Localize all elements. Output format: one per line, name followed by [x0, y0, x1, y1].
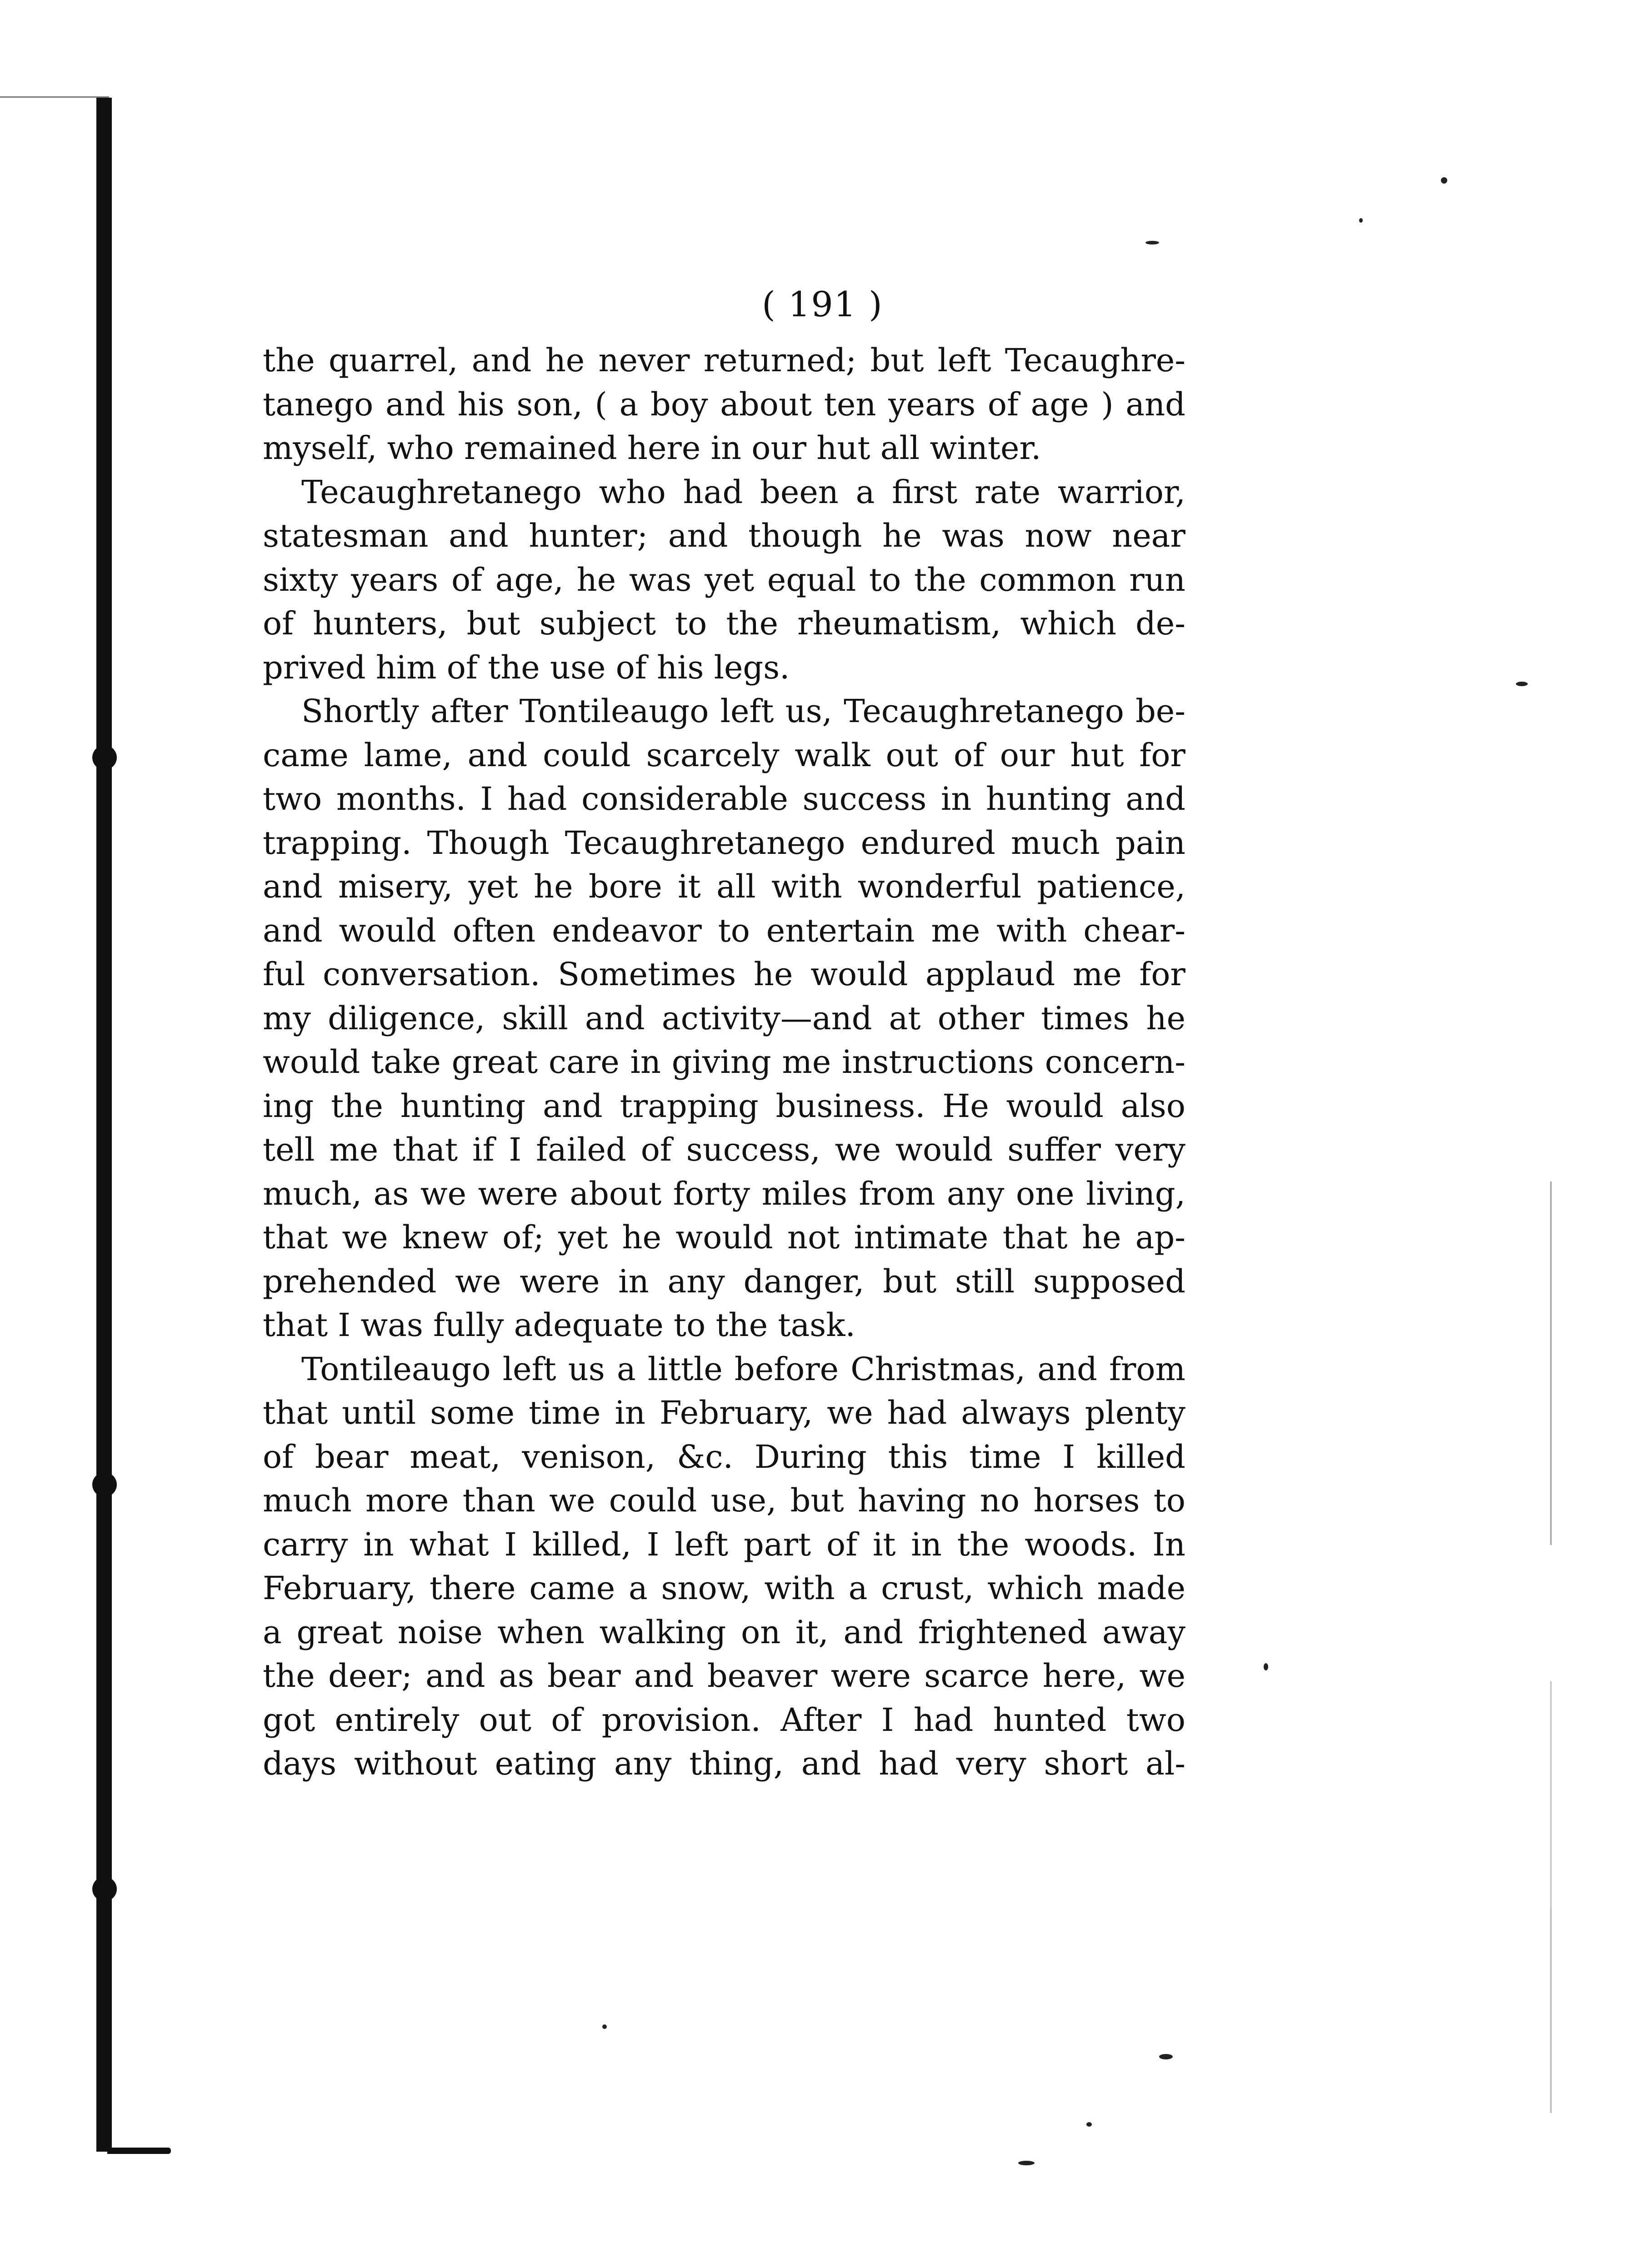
binding-knot [92, 745, 117, 770]
text-line: tanego and his son, ( a boy about ten years of age ) and [263, 385, 1185, 423]
text-line: and would often endeavor to entertain me with chear- [263, 912, 1185, 949]
scan-speck [1264, 1663, 1268, 1670]
text-line: Tontileaugo left us a little before Christmas, and from [301, 1350, 1185, 1388]
binding-edge [96, 98, 112, 2152]
text-line: the deer; and as bear and beaver were scarce here, we [263, 1657, 1185, 1695]
text-line: February, there came a snow, with a crust, which made [263, 1570, 1185, 1607]
text-line: Tecaughretanego who had been a first rate warrior, [301, 473, 1185, 511]
text-line: would take great care in giving me instructions concern- [263, 1043, 1185, 1081]
text-line: much, as we were about forty miles from any one living, [263, 1175, 1185, 1212]
text-line: of bear meat, venison, &c. During this time I killed [263, 1438, 1185, 1475]
scan-speck [1086, 2122, 1092, 2127]
binding-knot [92, 1472, 117, 1497]
scan-speck [1441, 177, 1447, 184]
text-line: a great noise when walking on it, and frightened away [263, 1613, 1185, 1651]
text-line: the quarrel, and he never returned; but left Tecaughre- [263, 342, 1185, 379]
text-line: of hunters, but subject to the rheumatism, which de- [263, 605, 1185, 642]
text-line: and misery, yet he bore it all with wonderful patience, [263, 868, 1185, 905]
text-line: prehended we were in any danger, but still supposed [263, 1262, 1185, 1300]
text-line: that until some time in February, we had always plenty [263, 1394, 1185, 1431]
scan-speck [1159, 2054, 1173, 2059]
text-line: ing the hunting and trapping business. He would also [263, 1087, 1185, 1125]
text-line: Shortly after Tontileaugo left us, Tecaughretanego be- [301, 693, 1185, 730]
text-line: two months. I had considerable success in hunting and [263, 780, 1185, 817]
text-line: came lame, and could scarcely walk out of our hut for [263, 736, 1185, 774]
scan-artifact [1550, 1681, 1552, 1909]
scan-speck [1145, 241, 1159, 244]
page-number: ( 191 ) [762, 284, 883, 324]
text-line: got entirely out of provision. After I had hunted two [263, 1701, 1185, 1739]
text-line: prived him of the use of his legs. [263, 648, 790, 686]
text-line: carry in what I killed, I left part of it in the woods. In [263, 1525, 1185, 1563]
binding-foot [107, 2148, 171, 2154]
text-line: myself, who remained here in our hut all winter. [263, 429, 1041, 467]
binding-top-edge [0, 96, 109, 98]
body-text [263, 339, 1185, 1786]
text-line: my diligence, skill and activity—and at other times he [263, 999, 1185, 1037]
text-line: much more than we could use, but having no horses to [263, 1482, 1185, 1519]
scan-speck [1018, 2161, 1035, 2165]
scan-speck [1359, 218, 1363, 223]
scan-artifact [1550, 1181, 1552, 1545]
text-line: tell me that if I failed of success, we would suffer very [263, 1131, 1185, 1168]
text-line: trapping. Though Tecaughretanego endured much pain [263, 824, 1185, 862]
binding-knot [92, 1877, 117, 1901]
text-line: sixty years of age, he was yet equal to the common run [263, 561, 1185, 598]
text-line: statesman and hunter; and though he was now near [263, 517, 1185, 554]
text-line: that I was fully adequate to the task. [263, 1306, 855, 1344]
scan-speck [1516, 682, 1528, 686]
text-line: ful conversation. Sometimes he would applaud me for [263, 956, 1185, 993]
text-line: days without eating any thing, and had very short al- [263, 1745, 1185, 1782]
scan-artifact [1550, 1909, 1552, 2113]
scan-speck [602, 2024, 607, 2029]
text-line: that we knew of; yet he would not intimate that he ap- [263, 1219, 1185, 1256]
